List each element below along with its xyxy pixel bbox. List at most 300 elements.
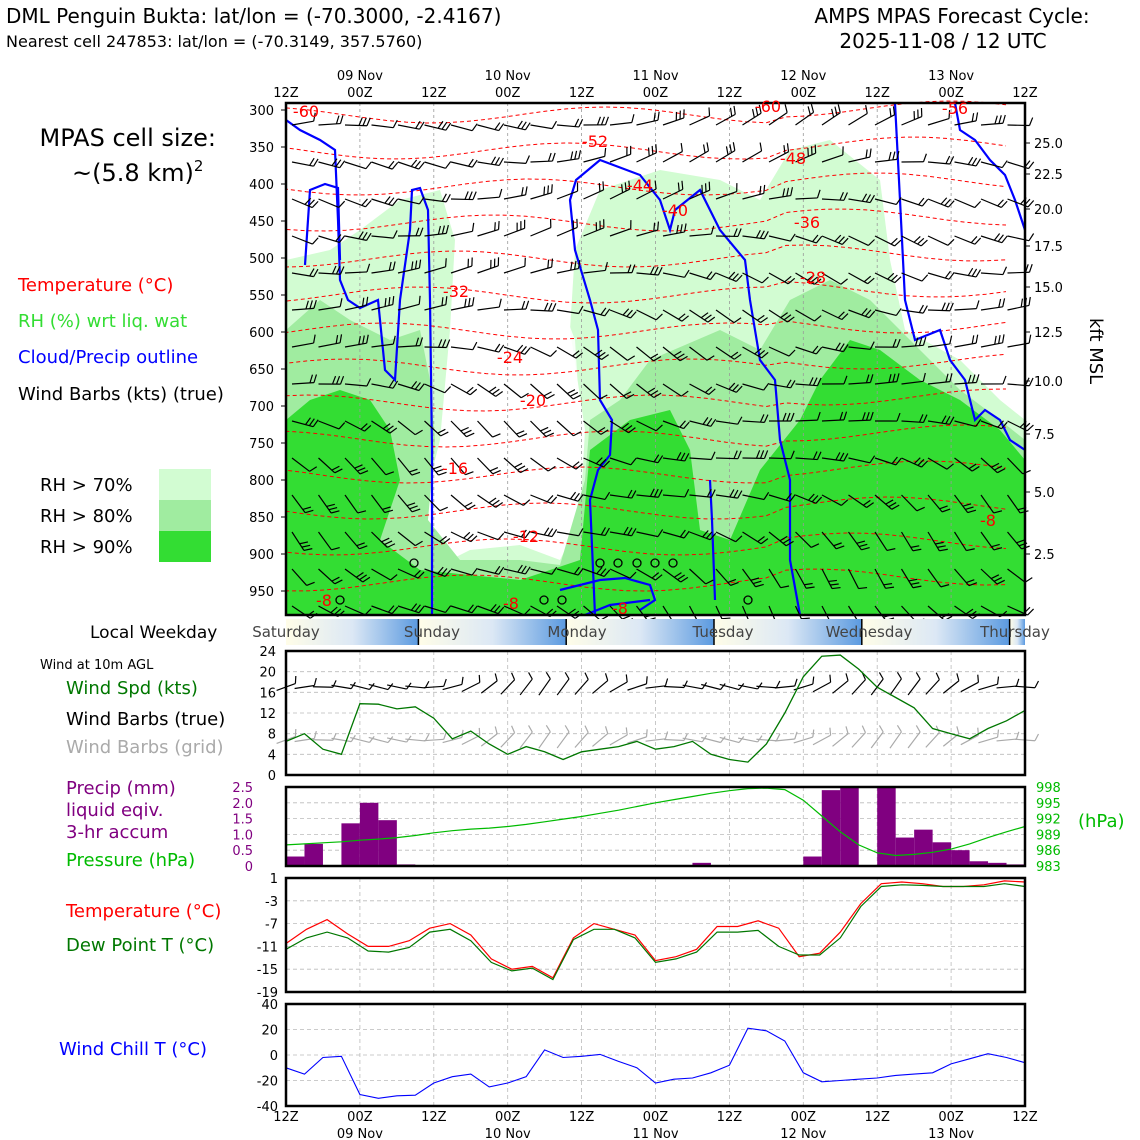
wind-ytick: 0 (267, 769, 276, 784)
wind-barb (292, 229, 318, 246)
wind-barb-shaft (743, 151, 762, 162)
height-tick-label: 15.0 (1034, 281, 1063, 296)
wind-barb-shaft (425, 162, 446, 168)
wind-barb (449, 223, 475, 236)
wind-barb-flag (552, 153, 555, 161)
wind-barb-shaft (716, 151, 735, 162)
barb-flag (527, 672, 534, 679)
cycle-title: AMPS MPAS Forecast Cycle: (814, 4, 1090, 28)
wind-barb-flag (892, 152, 896, 160)
wind-barb-shaft (690, 151, 709, 162)
wind-barb-shaft (610, 123, 632, 125)
top-date-label: 13 Nov (928, 69, 975, 84)
wind-barb-flag (469, 191, 472, 199)
cell-size-label: MPAS cell size: (39, 124, 216, 152)
wind-barb-shaft (849, 420, 871, 421)
precip-bar (360, 803, 378, 866)
wind-barb-shaft (531, 228, 551, 236)
wind-barb (451, 191, 476, 200)
pressure-tick-label: 450 (249, 215, 274, 230)
wind-ytick: 24 (259, 645, 276, 660)
barb-shaft (332, 738, 352, 741)
pressure-tick-label: 700 (249, 400, 274, 415)
pressure-ytick: 983 (1036, 860, 1061, 875)
height-tick-label: 2.5 (1034, 548, 1055, 563)
grid-barb (588, 726, 610, 746)
barb-shaft (756, 739, 776, 740)
barb-flag (860, 726, 867, 733)
wind-barb-shaft (981, 273, 1003, 275)
wind-barb (528, 184, 554, 199)
wind-barb-flag (548, 219, 554, 228)
wind-barb-flag (578, 150, 582, 158)
wind-barb-flag (340, 115, 344, 123)
barb-flag (603, 726, 610, 733)
pressure-ytick: 995 (1036, 796, 1061, 812)
rh-level-70: RH > 70% (40, 475, 133, 496)
grid-barb (701, 731, 725, 743)
temperature-label: -60 (754, 97, 782, 116)
wind-barb (902, 229, 928, 247)
barb-flag (460, 677, 465, 685)
bottom-date-label: 11 Nov (632, 1127, 679, 1140)
station-title: DML Penguin Bukta: lat/lon = (-70.3000, -2.4167) (6, 4, 502, 28)
wind-barb-flag (731, 142, 738, 150)
wind-barb-flag (731, 106, 737, 114)
barb-shaft (646, 739, 666, 741)
rh70-swatch (159, 469, 211, 500)
wind-barb-flag (495, 157, 499, 165)
barb-flag (827, 728, 833, 736)
temperature-label: -48 (779, 149, 807, 168)
wind-barb (475, 221, 501, 236)
barb-flag (955, 673, 962, 680)
wind-barb-flag (994, 116, 998, 124)
grid-barb (939, 726, 961, 746)
barb-flag (665, 731, 669, 738)
barb-shaft (683, 685, 703, 689)
wind-barb-flag (971, 113, 975, 121)
barb-flag (624, 674, 630, 682)
wind-barb-flag (758, 143, 765, 151)
wind-barb (451, 154, 477, 168)
wind-barb-flag (868, 149, 873, 157)
grid-barb (387, 731, 411, 743)
wind-barb-flag (366, 161, 371, 170)
pressure-ytick: 989 (1036, 828, 1061, 844)
barb-shaft (978, 737, 997, 743)
wind-barb-flag (469, 158, 474, 166)
barb-flag (293, 729, 298, 737)
bottom-time-tick: 00Z (494, 1110, 521, 1125)
wind-barb (318, 115, 343, 125)
wind-barb-flag (469, 258, 474, 267)
wind-barb-flag (520, 187, 524, 195)
true-barb (387, 678, 411, 690)
wind-barb-flag (548, 153, 551, 161)
barb-flag (370, 683, 375, 691)
barb-flag (776, 734, 779, 741)
wind-barb-flag (310, 158, 314, 166)
wind-barb (1008, 228, 1034, 241)
barb-flag (665, 678, 669, 685)
wind-barb-shaft (398, 162, 419, 169)
plot-layer (232, 69, 1063, 1140)
dewpoint-label: Dew Point T (°C) (66, 935, 215, 956)
barb-flag (583, 673, 590, 680)
wind-barb-shaft (504, 162, 526, 163)
barb-flag (443, 679, 446, 686)
true-barb (774, 679, 798, 688)
wind-barb (981, 228, 1007, 243)
wind-barb (530, 153, 555, 162)
barb-shaft (833, 734, 849, 747)
wind-barb-flag (949, 336, 953, 344)
wind-barb-flag (706, 107, 712, 116)
bottom-time-tick: 00Z (642, 1110, 669, 1125)
wind-barb (607, 146, 633, 162)
barb-shaft (592, 681, 607, 694)
wind-barb-shaft (981, 236, 1002, 243)
wind-barb (292, 192, 318, 209)
wind-barb-flag (652, 113, 657, 121)
wind-barb-flag (312, 237, 318, 246)
wind-barb-flag (498, 532, 504, 541)
precip-ytick: 1.5 (232, 812, 253, 828)
wind-barb-shaft (769, 458, 791, 459)
wind-barb (451, 117, 477, 131)
barb-flag (896, 725, 903, 731)
barb-shaft (610, 735, 627, 745)
bottom-time-tick: 00Z (938, 1110, 964, 1125)
height-tick-label: 22.5 (1034, 168, 1063, 183)
height-tick-label: 25.0 (1034, 137, 1063, 152)
wind-barb-flag (993, 336, 997, 344)
top-date-label: 10 Nov (484, 69, 531, 84)
pressure-tick-label: 750 (249, 437, 274, 452)
wind-barb-flag (681, 109, 686, 118)
wind-barb-flag (552, 121, 556, 129)
true-barb (957, 675, 981, 692)
legend-temperature: Temperature (°C) (18, 275, 174, 296)
temperature-panel (286, 878, 1025, 992)
wind-ytick: 20 (259, 665, 276, 681)
wind-barb-shaft (372, 125, 394, 128)
weekday-label: Monday (547, 623, 607, 641)
barb-flag (844, 726, 851, 733)
barb-shaft (813, 682, 831, 692)
wind-barb (477, 189, 503, 199)
wind-barb-flag (923, 154, 926, 162)
wind-barb-flag (524, 186, 528, 194)
top-date-label: 09 Nov (336, 69, 383, 84)
barb-flag (493, 727, 500, 734)
pressure-tick-label: 900 (249, 548, 274, 563)
true-barb (313, 680, 336, 688)
wind-barb-shaft (796, 112, 814, 125)
wind-barb-flag (446, 122, 451, 130)
wind-barb-flag (465, 191, 468, 199)
barb-shaft (997, 686, 1017, 688)
grid-barb (884, 725, 903, 748)
kft-label: kft MSL (1085, 318, 1106, 385)
windchill-panel (286, 1004, 1025, 1106)
wind-barb-flag (446, 194, 450, 202)
wind-barb-flag (783, 104, 790, 112)
wind-barb-shaft (478, 532, 499, 540)
barb-shaft (557, 732, 569, 748)
wind-spd-label: Wind Spd (kts) (66, 678, 198, 699)
wind-barb-shaft (955, 199, 975, 208)
wind-barb-shaft (928, 119, 949, 125)
barb-flag (603, 673, 610, 680)
grid-barb (921, 726, 942, 748)
bottom-time-tick: 12Z (1012, 1110, 1038, 1125)
wind-barb-shaft (875, 115, 894, 125)
wind-barb-flag (605, 117, 608, 125)
barb-flag (370, 736, 375, 744)
wind-barb (981, 376, 1006, 384)
height-tick-label: 10.0 (1034, 375, 1063, 390)
true-barb (720, 678, 744, 691)
wind-barb-flag (549, 184, 554, 193)
wind-barb (954, 300, 979, 310)
temperature-label: -36 (793, 213, 821, 232)
wind-barb-flag (972, 157, 976, 165)
top-time-tick: 12Z (568, 86, 595, 101)
barb-flag (510, 673, 517, 680)
wind-barb-shaft (663, 118, 684, 125)
legend-rh: RH (%) wrt liq. wat (18, 311, 188, 332)
wind-barb-flag (1002, 115, 1006, 123)
wind-ytick: 12 (259, 707, 276, 722)
barb-flag (477, 675, 483, 683)
wind-barb-shaft (875, 159, 897, 162)
height-tick-label: 7.5 (1034, 428, 1055, 443)
precip-ytick: 2.0 (232, 796, 253, 812)
precip-bar (304, 844, 322, 866)
wind-barb-flag (809, 104, 816, 112)
wind10m-title: Wind at 10m AGL (40, 658, 154, 673)
height-tick-label: 20.0 (1034, 203, 1063, 218)
wind-barb-flag (499, 189, 503, 197)
true-barb (533, 672, 552, 695)
temperature-label: -40 (661, 201, 689, 220)
bottom-time-tick: 12Z (273, 1110, 299, 1125)
wind-barb-flag (923, 305, 927, 313)
wind-barb (928, 192, 954, 209)
legend-cloud: Cloud/Precip outline (18, 347, 199, 368)
barb-flag (758, 682, 762, 689)
wind-barb-shaft (292, 121, 314, 125)
barb-flag (563, 672, 570, 679)
grid-barb (570, 726, 590, 748)
wind-barb-flag (1001, 334, 1005, 342)
barb-shaft (756, 686, 776, 687)
wind-barb-flag (656, 112, 661, 120)
wind-barb-shaft (928, 236, 948, 245)
bottom-date-label: 10 Nov (484, 1127, 531, 1140)
wind-barb (451, 525, 477, 543)
windchill-ytick: -40 (256, 1100, 278, 1115)
true-barb (606, 674, 629, 692)
temp-ytick: -7 (265, 917, 278, 933)
true-barb (921, 673, 942, 695)
barb-flag (493, 674, 500, 681)
wind-barb (659, 143, 685, 162)
wind-barb-flag (1002, 160, 1007, 168)
temp-ytick: -15 (256, 963, 278, 979)
temperature-label: -12 (512, 527, 540, 546)
barb-shaft (997, 739, 1017, 741)
wind-barb-flag (1020, 299, 1025, 307)
precip-panel (286, 787, 1025, 866)
wind-barb-flag (548, 528, 553, 536)
wind-barb-flag (836, 104, 843, 112)
true-barb (405, 679, 429, 688)
wind-barb (928, 229, 954, 247)
precip-bar (286, 857, 304, 866)
true-barb (847, 673, 868, 695)
barb-flag (684, 734, 687, 741)
top-time-tick: 00Z (642, 86, 669, 101)
bottom-date-label: 12 Nov (780, 1127, 827, 1140)
top-date-label: 11 Nov (632, 69, 679, 84)
weekday-label: Sunday (403, 623, 461, 641)
wind-panel (274, 651, 1038, 775)
wind-barb (844, 105, 869, 125)
wind-barb (955, 265, 981, 277)
wind-barb-flag (499, 158, 503, 166)
wind-barb-flag (416, 121, 420, 129)
wind-barb-shaft (319, 236, 340, 242)
barb-flag (510, 726, 517, 733)
temperature-contour (286, 101, 1006, 123)
wind-barb (398, 154, 424, 170)
wind-barb-flag (1029, 378, 1033, 386)
wind-barb-flag (518, 120, 523, 128)
wind-barb (528, 259, 554, 273)
cloud-outline (955, 103, 1025, 230)
wind-barb (478, 117, 504, 131)
cell-size-exponent: 2 (193, 157, 204, 175)
wind-barb-flag (997, 335, 1001, 343)
temperature-label: -44 (626, 176, 654, 195)
true-barb (477, 674, 500, 694)
rh-level-80: RH > 80% (40, 506, 133, 527)
wind-barb-flag (976, 300, 979, 308)
top-time-tick: 12Z (1012, 86, 1038, 101)
wind-barb (292, 154, 318, 167)
wind-barb-flag (446, 161, 451, 170)
true-barb (423, 679, 446, 688)
barb-flag (644, 676, 649, 684)
wind-barb (372, 154, 398, 170)
wind-barb-flag (972, 268, 976, 276)
wind-barb (502, 258, 528, 273)
wind-barb (345, 192, 371, 208)
weekday-label: Wednesday (825, 623, 913, 641)
wind-barb (556, 150, 582, 162)
wind-barb-flag (438, 121, 443, 129)
wind-barb-flag (1028, 335, 1032, 343)
grid-barb (496, 726, 517, 748)
precip-bar (896, 838, 914, 866)
temperature-label: -8 (316, 591, 332, 610)
wind-barb (712, 106, 738, 125)
legend-wind: Wind Barbs (kts) (true) (18, 384, 224, 405)
top-time-tick: 12Z (716, 86, 743, 101)
pressure-tick-label: 300 (249, 104, 274, 119)
true-barb (701, 678, 725, 690)
wind-barb-shaft (902, 199, 923, 206)
bottom-time-tick: 12Z (864, 1110, 890, 1125)
wind-barb-shaft (478, 197, 500, 199)
barb-shaft (664, 739, 684, 740)
grid-barb (902, 725, 921, 748)
wind-barb (955, 192, 981, 209)
wind-barb-flag (522, 220, 528, 229)
temperature-label: -8 (503, 594, 519, 613)
barb-flag (313, 678, 317, 685)
precip-ytick: 0.5 (232, 844, 253, 860)
barb-shaft (961, 682, 979, 691)
top-time-tick: 00Z (938, 86, 964, 101)
cross-section-panel (286, 101, 1034, 629)
precip-bar (378, 820, 396, 866)
barb-flag (758, 735, 762, 742)
weekday-label: Tuesday (692, 623, 754, 641)
wind-barb-shaft (451, 231, 472, 236)
true-barb (939, 673, 961, 693)
wind-barb-flag (471, 223, 476, 231)
pressure-tick-label: 400 (249, 178, 274, 193)
wind-barb-shaft (531, 125, 553, 129)
barb-flag (583, 726, 590, 733)
true-barb (738, 678, 762, 689)
wind-barb-shaft (557, 159, 579, 162)
weekday-label: Thursday (980, 623, 1050, 641)
precip-ytick: 2.5 (232, 781, 253, 796)
wind-barb (557, 117, 583, 127)
bottom-time-tick: 00Z (347, 1110, 373, 1125)
top-time-tick: 12Z (421, 86, 447, 101)
height-tick-label: 12.5 (1034, 326, 1063, 341)
wind-barb-flag (597, 117, 600, 125)
barb-flag (443, 732, 446, 739)
wind-barb (527, 219, 553, 236)
barb-shaft (664, 686, 684, 687)
wind-barb (635, 112, 661, 125)
windchill-label: Wind Chill T (°C) (59, 1039, 207, 1060)
wind-barb-flag (363, 118, 366, 126)
pressure-tick-label: 600 (249, 326, 274, 341)
barb-flag (684, 681, 687, 688)
wind-barb-shaft (690, 116, 710, 125)
windchill-ytick: -20 (256, 1074, 278, 1090)
temperature-label: -8 (612, 599, 628, 618)
wind-barb (583, 117, 608, 125)
wind-barb (955, 229, 981, 246)
temperature-label: -60 (292, 102, 320, 121)
wind-barb (928, 265, 954, 280)
pressure-tick-label: 350 (249, 141, 274, 156)
pressure-ytick: 992 (1036, 812, 1061, 828)
barb-flag (915, 672, 922, 679)
precip-bar (914, 830, 932, 866)
wind-barb-flag (628, 146, 634, 155)
precip-ytick: 0 (244, 860, 253, 875)
